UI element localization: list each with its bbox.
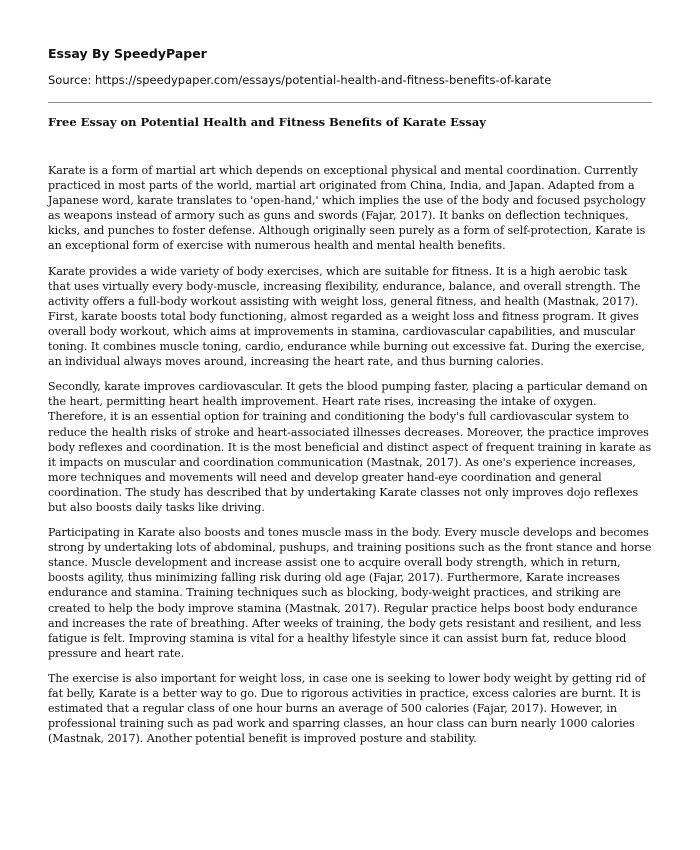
source-line: Source: https://speedypaper.com/essays/potential-health-and-fitness-benefits-of-karate xyxy=(48,73,552,87)
essay-paragraph-4: Participating in Karate also boosts and tones muscle mass in the body. Every muscle develops and becomes strong by undertaking lots of abdominal, pushups, and training positions such as the front stance and horse stance. Muscle development and increase assist one to acquire overall body strength, which in return, boosts agility, thus minimizing falling risk during old age (Fajar, 2017). Furthermore, Karate increases endurance and stamina. Training techniques such as blocking, body-weight practices, and striking are created to help the body improve stamina (Mastnak, 2017). Regular practice helps boost body endurance and increases the rate of breathing. After weeks of training, the body gets resistant and resilient, and less fatigue is felt. Improving stamina is vital for a healthy lifestyle since it can assist burn fat, reduce blood pressure and heart rate. xyxy=(48,526,652,660)
essay-paragraph-2: Karate provides a wide variety of body exercises, which are suitable for fitness. It is a high aerobic task that uses virtually every body-muscle, increasing flexibility, endurance, balance, and overall strength. The activity offers a full-body workout assisting with weight loss, general fitness, and health (Mastnak, 2017). First, karate boosts total body functioning, almost regarded as a weight loss and fitness program. It gives overall body workout, which aims at improvements in stamina, cardiovascular capabilities, and muscular toning. It combines muscle toning, cardio, endurance while burning out excessive fat. During the exercise, an individual always moves around, increasing the heart rate, and thus burning calories. xyxy=(48,264,645,369)
essay-paragraph-3: Secondly, karate improves cardiovascular. It gets the blood pumping faster, placing a particular demand on the heart, permitting heart health improvement. Heart rate rises, increasing the intake of oxygen. Therefore, it is an essential option for training and conditioning the body's full cardiovascular system to reduce the health risks of stroke and heart-associated illnesses decreases. Moreover, the practice improves body reflexes and coordination. It is the most beneficial and distinct aspect of frequent training in karate as it impacts on muscular and coordination communication (Mastnak, 2017). As one's experience increases, more techniques and movements will need and develop greater hand-eye coordination and general coordination. The study has described that by undertaking Karate classes not only improves dojo reflexes but also boosts daily tasks like driving. xyxy=(48,380,652,514)
essay-paragraph-5: The exercise is also important for weight loss, in case one is seeking to lower body weight by getting rid of fat belly, Karate is a better way to go. Due to rigorous activities in practice, excess calories are burnt. It is estimated that a regular class of one hour burns an average of 500 calories (Fajar, 2017). However, in professional training such as pad work and sparring classes, an hour class can burn nearly 1000 calories (Mastnak, 2017). Another potential benefit is improved posture and stability. xyxy=(48,671,646,746)
essay-body xyxy=(48,163,652,746)
essay-title: Free Essay on Potential Health and Fitness Benefits of Karate Essay xyxy=(48,115,486,129)
brand-heading: Essay By SpeedyPaper xyxy=(48,46,207,61)
header-divider xyxy=(48,102,652,103)
essay-paragraph-1: Karate is a form of martial art which depends on exceptional physical and mental coordination. Currently practiced in most parts of the world, martial art originated from China, India, and Japan. Adapted from a Japanese word, karate translates to 'open-hand,' which implies the use of the body and focused psychology as weapons instead of armory such as guns and swords (Fajar, 2017). It banks on deflection techniques, kicks, and punches to foster defense. Although originally seen purely as a form of self-protection, Karate is an exceptional form of exercise with numerous health and mental health benefits. xyxy=(48,164,646,253)
